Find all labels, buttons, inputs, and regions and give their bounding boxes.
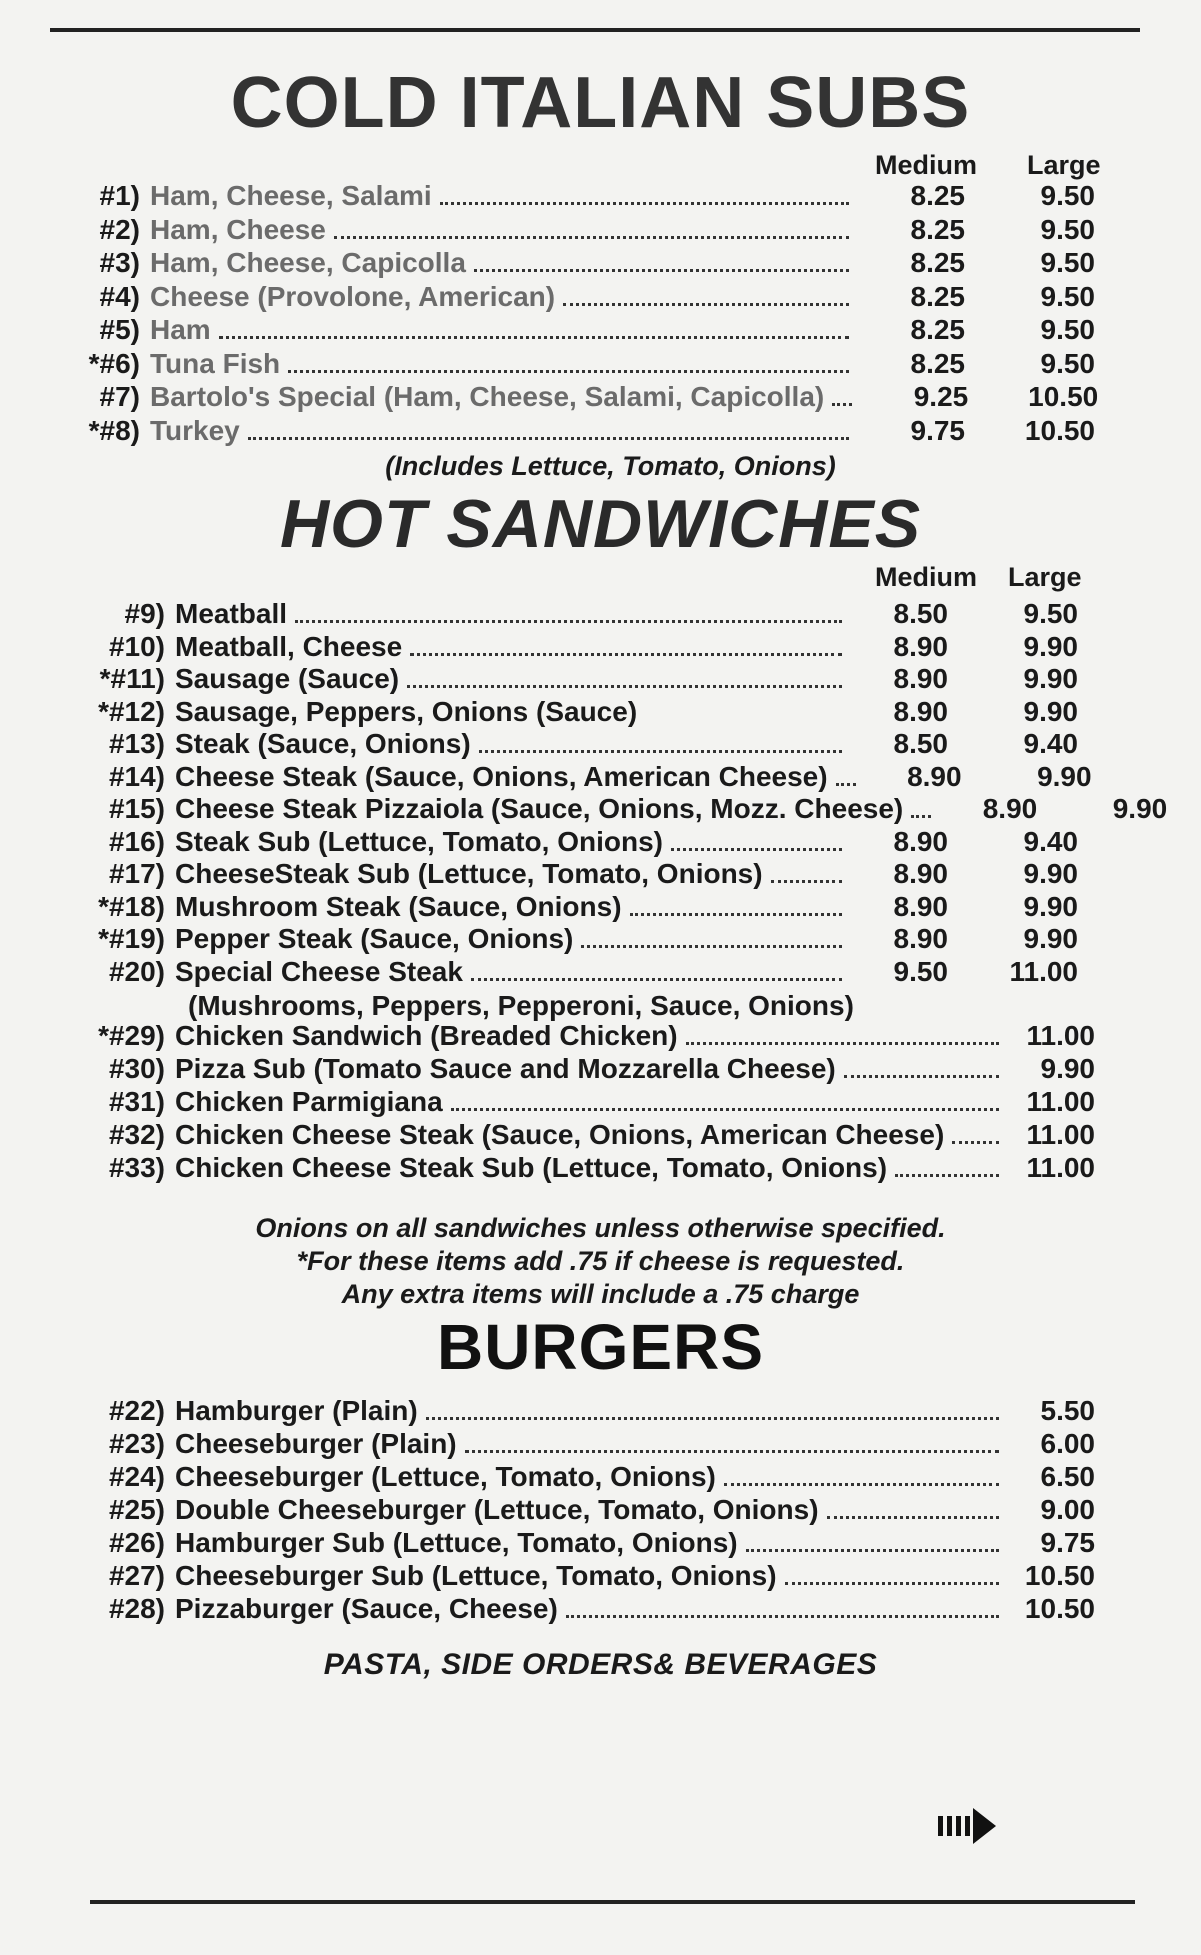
dot-leader [844, 1075, 999, 1078]
dot-leader [581, 945, 842, 948]
large-price: 9.90 [1023, 695, 1078, 727]
sandwich-notes [0, 1212, 1201, 1311]
item-number: #1) [99, 180, 140, 211]
dot-leader [479, 750, 842, 753]
menu-item-row [60, 1053, 1095, 1085]
item-price: 11.00 [1026, 1119, 1095, 1150]
medium-price: 8.90 [982, 793, 1038, 824]
item-name: Steak Sub (Lettuce, Tomato, Onions) [175, 825, 663, 857]
dot-leader [630, 913, 842, 916]
hot-medium-header: Medium [875, 562, 978, 592]
dot-leader [474, 269, 849, 272]
item-name: Tuna Fish [150, 347, 281, 379]
item-name: Cheeseburger (Plain) [175, 1428, 457, 1459]
item-number: #9) [124, 598, 165, 629]
menu-item-row [60, 858, 1078, 890]
item-number: #32) [108, 1119, 165, 1150]
medium-price: 8.25 [910, 280, 965, 312]
item-name: Double Cheeseburger (Lettuce, Tomato, Onions) [175, 1494, 819, 1525]
menu-item-row [60, 891, 1078, 923]
top-rule [50, 28, 1140, 32]
item-name: Pepper Steak (Sauce, Onions) [175, 923, 574, 954]
menu-item-row [60, 1152, 1095, 1184]
item-price: 11.00 [1026, 1020, 1095, 1051]
large-price: 9.90 [1112, 793, 1168, 824]
item-name: Bartolo's Special (Ham, Cheese, Salami, Capicolla) [150, 381, 825, 412]
item-price: 9.75 [1040, 1527, 1095, 1558]
large-price: 9.50 [1040, 247, 1095, 278]
item-price: 9.90 [1040, 1053, 1095, 1084]
menu-item-row [60, 281, 1095, 313]
dot-leader [465, 1450, 999, 1453]
item-number: #17) [108, 858, 165, 889]
menu-item-row [60, 1086, 1095, 1118]
cold-subs-medium-header: Medium [875, 150, 978, 180]
item-number: #10) [108, 630, 165, 662]
item-number: #31) [108, 1086, 165, 1117]
item-name: Ham, Cheese, Salami [150, 180, 432, 211]
item-number: *#8) [88, 414, 140, 446]
item-name: Turkey [150, 414, 240, 446]
dot-leader [407, 685, 842, 688]
dot-leader [219, 336, 849, 339]
bottom-rule [90, 1900, 1135, 1904]
medium-price: 9.25 [913, 381, 969, 412]
menu-item-row [60, 1560, 1095, 1592]
dot-leader [248, 437, 849, 440]
dot-leader [671, 848, 842, 851]
item-number: #15) [108, 793, 165, 824]
dot-leader [836, 783, 856, 786]
dot-leader [334, 236, 849, 239]
item-number: *#18) [98, 890, 165, 922]
item-number: *#12) [98, 695, 165, 727]
medium-price: 8.25 [910, 347, 965, 379]
dot-leader [895, 1174, 999, 1177]
item-number: #26) [108, 1527, 165, 1558]
medium-price: 8.25 [910, 213, 965, 245]
dot-leader [686, 1042, 999, 1045]
medium-price: 8.50 [893, 728, 948, 759]
medium-price: 8.25 [910, 180, 965, 211]
dot-leader [746, 1549, 999, 1552]
item-name: Meatball, Cheese [175, 630, 403, 662]
item-name: Chicken Cheese Steak Sub (Lettuce, Tomato, Onions) [175, 1152, 888, 1183]
dot-leader [410, 653, 842, 656]
item-price: 11.00 [1026, 1152, 1095, 1183]
dot-leader [566, 1615, 999, 1618]
item-name: Cheeseburger Sub (Lettuce, Tomato, Onions) [175, 1560, 777, 1591]
dot-leader [827, 1516, 999, 1519]
cold-subs-title: COLD ITALIAN SUBS [230, 63, 971, 143]
medium-price: 8.25 [910, 247, 965, 278]
menu-item-row [60, 728, 1078, 760]
item-number: #3) [99, 247, 140, 278]
large-price: 11.00 [1009, 955, 1078, 987]
hot-sandwiches-title: HOT SANDWICHES [279, 486, 922, 562]
menu-item-row [60, 598, 1078, 630]
menu-item-row [60, 760, 1092, 793]
item-name: Chicken Parmigiana [175, 1086, 443, 1117]
dot-leader [911, 815, 931, 818]
menu-item-row [60, 348, 1095, 380]
item-name: Ham, Cheese [150, 213, 326, 245]
item-name: Cheeseburger (Lettuce, Tomato, Onions) [175, 1461, 716, 1492]
menu-item-row [60, 1494, 1095, 1526]
item-name: Cheese (Provolone, American) [150, 280, 556, 312]
large-price: 9.90 [1037, 760, 1092, 792]
menu-item-row [60, 663, 1078, 695]
item-number: #13) [108, 728, 165, 759]
medium-price: 8.90 [893, 630, 948, 662]
item-price: 10.50 [1024, 1560, 1095, 1591]
item-name: Pizzaburger (Sauce, Cheese) [175, 1593, 558, 1624]
dot-leader [952, 1141, 999, 1144]
item-name: Pizza Sub (Tomato Sauce and Mozzarella Cheese) [175, 1053, 836, 1084]
large-price: 9.50 [1040, 314, 1095, 345]
next-page-arrow-icon[interactable] [938, 1806, 1000, 1851]
large-price: 10.50 [1024, 414, 1095, 446]
menu-item-row [60, 1461, 1095, 1493]
item-number: #14) [108, 760, 165, 792]
medium-price: 8.90 [893, 825, 948, 857]
special-cheese-steak-note: (Mushrooms, Peppers, Pepperoni, Sauce, Onions) [188, 990, 854, 1021]
dot-leader [563, 303, 849, 306]
menu-item-row [60, 1395, 1095, 1427]
dot-leader [288, 370, 849, 373]
item-price: 6.00 [1040, 1428, 1095, 1459]
item-name: Chicken Sandwich (Breaded Chicken) [175, 1020, 678, 1051]
item-price: 9.00 [1040, 1494, 1095, 1525]
medium-price: 8.90 [893, 695, 948, 727]
large-price: 9.50 [1040, 180, 1095, 211]
item-name: Chicken Cheese Steak (Sauce, Onions, American Cheese) [175, 1119, 945, 1150]
dot-leader [832, 403, 852, 406]
large-price: 9.50 [1040, 280, 1095, 312]
item-name: Ham [150, 314, 211, 345]
item-price: 10.50 [1024, 1593, 1095, 1624]
item-name: Ham, Cheese, Capicolla [150, 247, 466, 278]
medium-price: 8.90 [893, 663, 948, 694]
item-number: #22) [108, 1395, 165, 1426]
item-number: #5) [99, 314, 140, 345]
menu-item-row [60, 1428, 1095, 1460]
item-name: Special Cheese Steak [175, 955, 463, 987]
large-price: 9.90 [1023, 923, 1078, 954]
menu-item-row [60, 415, 1095, 447]
medium-price: 9.75 [910, 414, 965, 446]
item-name: Mushroom Steak (Sauce, Onions) [175, 890, 622, 922]
item-price: 11.00 [1026, 1086, 1095, 1117]
notes-line-2: *For these items add .75 if cheese is requested. [296, 1246, 905, 1276]
medium-price: 8.90 [893, 858, 948, 889]
dot-leader [724, 1483, 999, 1486]
item-name: Cheese Steak (Sauce, Onions, American Cheese) [175, 760, 828, 792]
menu-item-row [60, 1020, 1095, 1052]
dot-leader [295, 620, 842, 623]
dot-leader [471, 978, 842, 981]
menu-item-row [60, 1527, 1095, 1559]
medium-price: 8.50 [893, 598, 948, 629]
item-price: 5.50 [1040, 1395, 1095, 1426]
large-price: 9.50 [1040, 347, 1095, 379]
item-number: *#11) [99, 663, 165, 694]
medium-price: 8.90 [893, 923, 948, 954]
item-name: CheeseSteak Sub (Lettuce, Tomato, Onions) [175, 858, 763, 889]
item-price: 6.50 [1040, 1461, 1095, 1492]
large-price: 9.90 [1023, 663, 1078, 694]
item-number: #7) [99, 381, 140, 412]
menu-item-row [60, 1119, 1095, 1151]
item-number: *#6) [88, 347, 140, 379]
cold-subs-large-header: Large [1027, 150, 1101, 180]
medium-price: 8.25 [910, 314, 965, 345]
menu-item-row [60, 696, 1078, 728]
item-name: Meatball [175, 598, 288, 629]
medium-price: 9.50 [893, 955, 948, 987]
menu-item-row [60, 180, 1095, 212]
dot-leader [426, 1417, 999, 1420]
item-number: #2) [99, 213, 140, 245]
large-price: 9.90 [1023, 630, 1078, 662]
footer-section-label: PASTA, SIDE ORDERS& BEVERAGES [323, 1648, 878, 1681]
item-number: #25) [108, 1494, 165, 1525]
item-number: #30) [108, 1053, 165, 1084]
item-name: Steak (Sauce, Onions) [175, 728, 471, 759]
menu-item-row [60, 923, 1078, 955]
burgers-title: BURGERS [436, 1311, 765, 1383]
item-name: Hamburger (Plain) [175, 1395, 418, 1426]
medium-price: 8.90 [893, 890, 948, 922]
item-name: Hamburger Sub (Lettuce, Tomato, Onions) [175, 1527, 738, 1558]
large-price: 10.50 [1028, 381, 1099, 412]
dot-leader [771, 880, 842, 883]
cold-subs-note: (Includes Lettuce, Tomato, Onions) [385, 451, 836, 481]
menu-item-row [60, 381, 1099, 413]
item-name: Sausage, Peppers, Onions (Sauce) [175, 695, 638, 727]
item-number: #16) [108, 825, 165, 857]
menu-item-row [60, 631, 1078, 663]
item-number: *#29) [98, 1020, 165, 1051]
large-price: 9.50 [1040, 213, 1095, 245]
item-number: #20) [108, 955, 165, 987]
menu-item-row [60, 247, 1095, 279]
notes-line-3: Any extra items will include a .75 charge [341, 1279, 860, 1309]
item-number: #33) [108, 1152, 165, 1183]
menu-item-row [60, 826, 1078, 858]
large-price: 9.40 [1023, 728, 1078, 759]
item-number: #4) [99, 280, 140, 312]
menu-item-row [60, 314, 1095, 346]
item-number: *#19) [98, 923, 165, 954]
item-number: #27) [108, 1560, 165, 1591]
large-price: 9.90 [1023, 890, 1078, 922]
item-number: #23) [108, 1428, 165, 1459]
menu-item-row [60, 793, 1168, 825]
medium-price: 8.90 [907, 760, 962, 792]
menu-item-row [60, 214, 1095, 246]
item-number: #28) [108, 1593, 165, 1624]
item-name: Sausage (Sauce) [175, 663, 400, 694]
dot-leader [440, 202, 849, 205]
menu-item-row [60, 956, 1078, 988]
item-name: Cheese Steak Pizzaiola (Sauce, Onions, Mozz. Cheese) [175, 793, 904, 824]
dot-leader [451, 1108, 999, 1111]
item-number: #24) [108, 1461, 165, 1492]
large-price: 9.40 [1023, 825, 1078, 857]
large-price: 9.90 [1023, 858, 1078, 889]
hot-large-header: Large [1008, 562, 1082, 592]
notes-line-1: Onions on all sandwiches unless otherwise specified. [255, 1213, 946, 1243]
large-price: 9.50 [1023, 598, 1078, 629]
dot-leader [785, 1582, 999, 1585]
menu-item-row [60, 1593, 1095, 1625]
